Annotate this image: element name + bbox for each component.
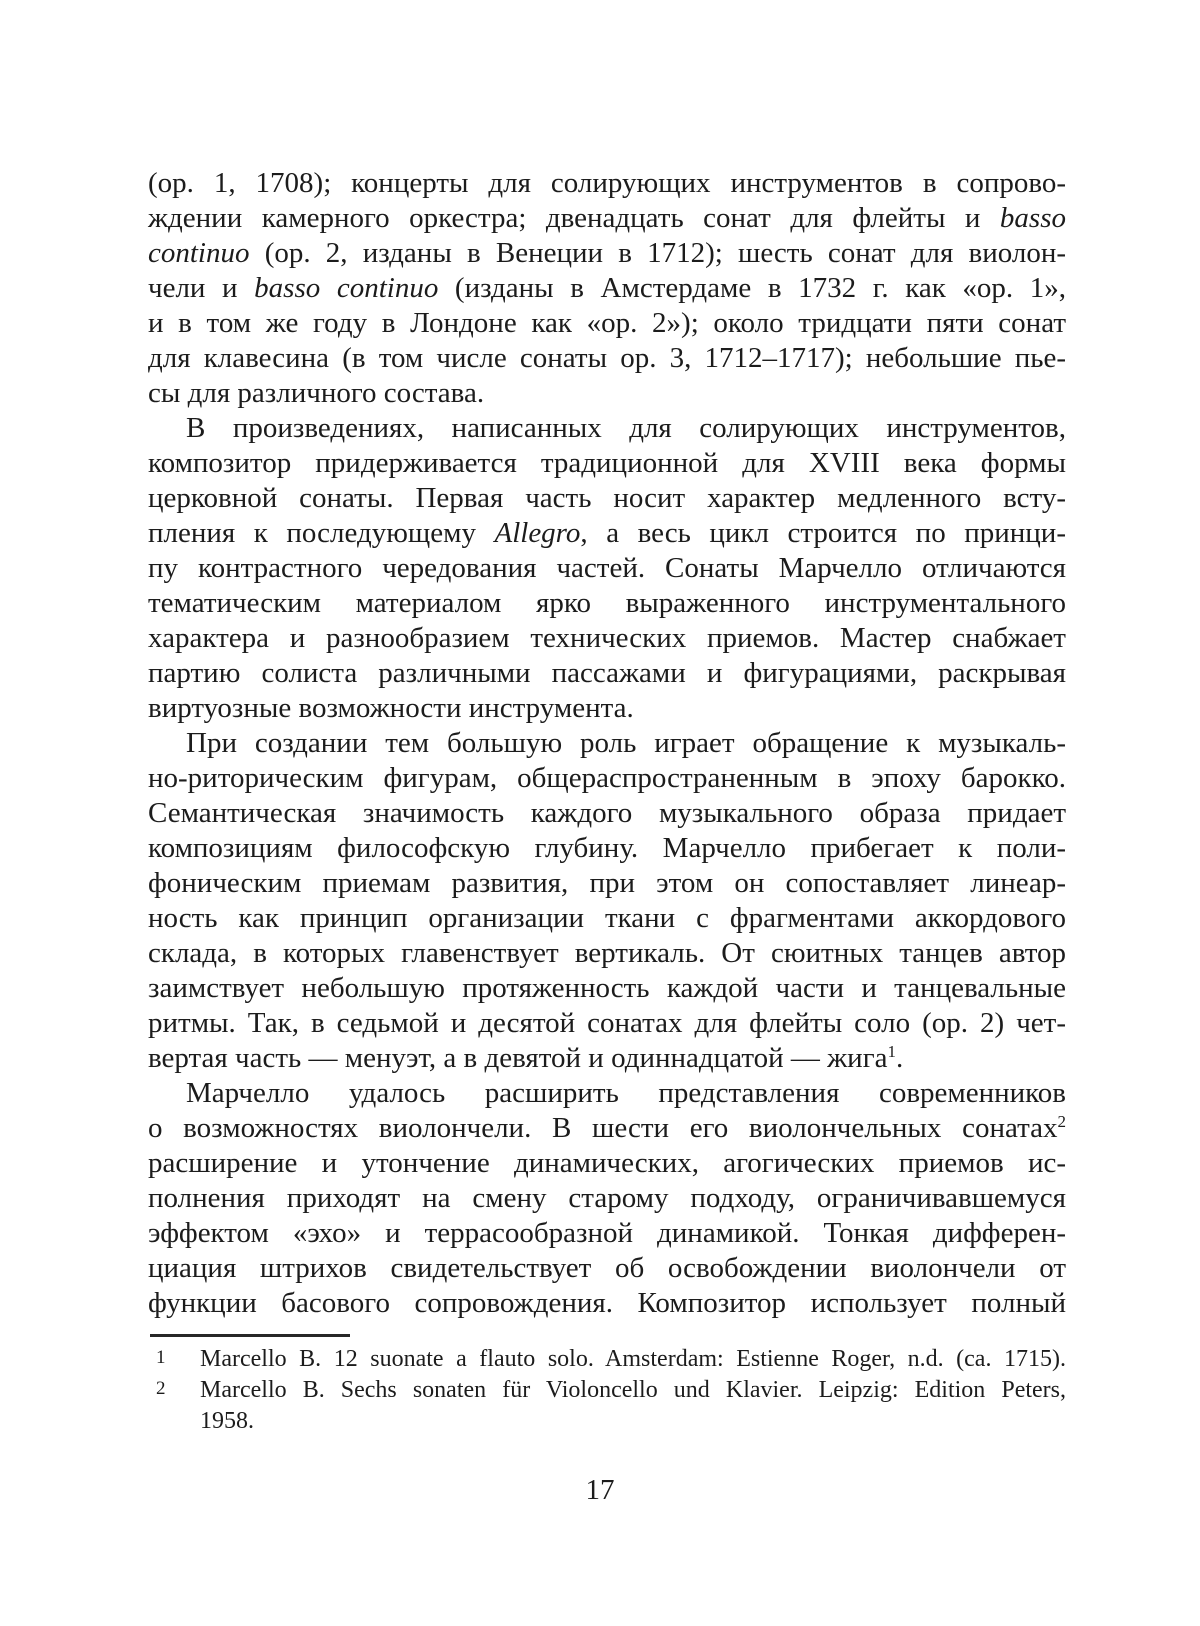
text-line: [200, 1375, 1066, 1406]
text-line: [148, 1006, 1066, 1041]
text-line: [148, 376, 1066, 411]
text-segment: фоническим приемам развития, при этом он сопоставляет линеар-: [148, 867, 1066, 899]
text-segment: .: [895, 1042, 904, 1074]
footnote-reference: 1: [887, 1042, 896, 1061]
italic-text: Allegro: [494, 517, 581, 549]
footnote-marker: 1: [156, 1347, 166, 1368]
text-segment: сы для различного состава.: [148, 377, 485, 409]
text-segment: и в том же году в Лондоне как «ор. 2»); около тридцати пяти сонат: [148, 307, 1066, 339]
text-segment: Marcello B. 12 suonate a flauto solo. Amsterdam: Estienne Roger, n.d. (ca. 1715).: [200, 1346, 1066, 1372]
text-line: [148, 901, 1066, 936]
text-segment: вертая часть — менуэт, а в девятой и одиннадцатой — жига: [148, 1042, 888, 1074]
footnote-reference: 2: [1057, 1112, 1066, 1131]
text-segment: При создании тем большую роль играет обращение к музыкаль-: [186, 727, 1066, 759]
text-segment: пления к последующему: [148, 517, 495, 549]
text-segment: Марчелло удалось расширить представления современников: [186, 1077, 1066, 1109]
footnote-item: [148, 1344, 1066, 1375]
text-line: [148, 236, 1066, 271]
text-segment: ность как принцип организации ткани с фрагментами аккордового: [148, 902, 1066, 934]
text-line: [148, 796, 1066, 831]
text-line: [200, 1406, 1066, 1437]
text-segment: (изданы в Амстердаме в 1732 г. как «ор. 1»,: [438, 272, 1066, 304]
text-segment: виртуозные возможности инструмента.: [148, 692, 634, 724]
text-line: [148, 1181, 1066, 1216]
text-line: [148, 446, 1066, 481]
text-line: [148, 1146, 1066, 1181]
footnote-marker: 2: [156, 1378, 166, 1399]
footnote-text: [200, 1375, 1066, 1437]
footnote-item: [148, 1375, 1066, 1437]
text-line: [148, 1251, 1066, 1286]
text-segment: расширение и утончение динамических, агогических приемов ис-: [148, 1147, 1066, 1179]
text-line: [148, 1216, 1066, 1251]
text-line: [148, 936, 1066, 971]
text-line: [148, 1041, 1066, 1076]
body-text: [148, 166, 1066, 1321]
text-line: [148, 271, 1066, 306]
text-line: [148, 1286, 1066, 1321]
text-line: [148, 516, 1066, 551]
text-segment: эффектом «эхо» и террасообразной динамикой. Тонкая дифферен-: [148, 1217, 1066, 1249]
text-line: [148, 656, 1066, 691]
italic-text: continuo: [148, 237, 250, 269]
text-segment: о возможностях виолончели. В шести его виолончельных сонатах: [148, 1112, 1058, 1144]
footnotes: [148, 1334, 1066, 1437]
text-segment: склада, в которых главенствует вертикаль. От сюитных танцев автор: [148, 937, 1066, 969]
text-segment: (ор. 1, 1708); концерты для солирующих инструментов в сопрово-: [148, 167, 1066, 199]
text-segment: но-риторическим фигурам, общераспространенным в эпоху барокко.: [148, 762, 1066, 794]
text-line: [148, 691, 1066, 726]
paragraph: [148, 166, 1066, 411]
text-segment: пу контрастного чередования частей. Сонаты Марчелло отличаются: [148, 552, 1066, 584]
text-line: [148, 306, 1066, 341]
text-segment: для клавесина (в том числе сонаты ор. 3, 1712–1717); небольшие пье-: [148, 342, 1066, 374]
italic-text: basso continuo: [254, 272, 439, 304]
text-line: [148, 866, 1066, 901]
text-line: [200, 1344, 1066, 1375]
text-line: [148, 761, 1066, 796]
text-line: [148, 201, 1066, 236]
text-segment: полнения приходят на смену старому подходу, ограничивавшемуся: [148, 1182, 1066, 1214]
text-segment: В произведениях, написанных для солирующих инструментов,: [186, 412, 1066, 444]
text-segment: (ор. 2, изданы в Венеции в 1712); шесть сонат для виолон-: [249, 237, 1066, 269]
text-segment: композициям философскую глубину. Марчелло прибегает к поли-: [148, 832, 1066, 864]
text-line: [148, 726, 1066, 761]
text-segment: 1958.: [200, 1408, 254, 1434]
text-line: [148, 1076, 1066, 1111]
text-line: [148, 831, 1066, 866]
text-segment: тематическим материалом ярко выраженного инструментального: [148, 587, 1066, 619]
text-segment: Семантическая значимость каждого музыкального образа придает: [148, 797, 1066, 829]
paragraph: [148, 411, 1066, 726]
italic-text: basso: [999, 202, 1066, 234]
text-line: [148, 411, 1066, 446]
paragraph: [148, 1076, 1066, 1321]
text-segment: ритмы. Так, в седьмой и десятой сонатах для флейты соло (ор. 2) чет-: [148, 1007, 1066, 1039]
text-segment: , а весь цикл строится по принци-: [580, 517, 1066, 549]
text-line: [148, 586, 1066, 621]
text-segment: партию солиста различными пассажами и фигурациями, раскрывая: [148, 657, 1066, 689]
text-line: [148, 481, 1066, 516]
text-segment: характера и разнообразием технических приемов. Мастер снабжает: [148, 622, 1066, 654]
text-segment: церковной сонаты. Первая часть носит характер медленного всту-: [148, 482, 1066, 514]
page-number: 17: [585, 1474, 615, 1506]
footnote-list: [148, 1344, 1066, 1437]
footnote-separator: [150, 1334, 350, 1337]
text-segment: циация штрихов свидетельствует об освобождении виолончели от: [148, 1252, 1066, 1284]
text-line: [148, 971, 1066, 1006]
text-line: [148, 341, 1066, 376]
text-line: [148, 166, 1066, 201]
text-segment: ждении камерного оркестра; двенадцать сонат для флейты и: [148, 202, 1000, 234]
footnote-text: [200, 1344, 1066, 1375]
text-segment: заимствует небольшую протяженность каждой части и танцевальные: [148, 972, 1066, 1004]
text-segment: чели и: [148, 272, 255, 304]
text-line: [148, 551, 1066, 586]
text-segment: композитор придерживается традиционной для XVIII века формы: [148, 447, 1066, 479]
text-segment: функции басового сопровождения. Композитор использует полный: [148, 1287, 1066, 1319]
paragraph: [148, 726, 1066, 1076]
text-line: [148, 621, 1066, 656]
text-line: [148, 1111, 1066, 1146]
text-segment: Marcello B. Sechs sonaten für Violoncello und Klavier. Leipzig: Edition Peters,: [200, 1377, 1066, 1403]
